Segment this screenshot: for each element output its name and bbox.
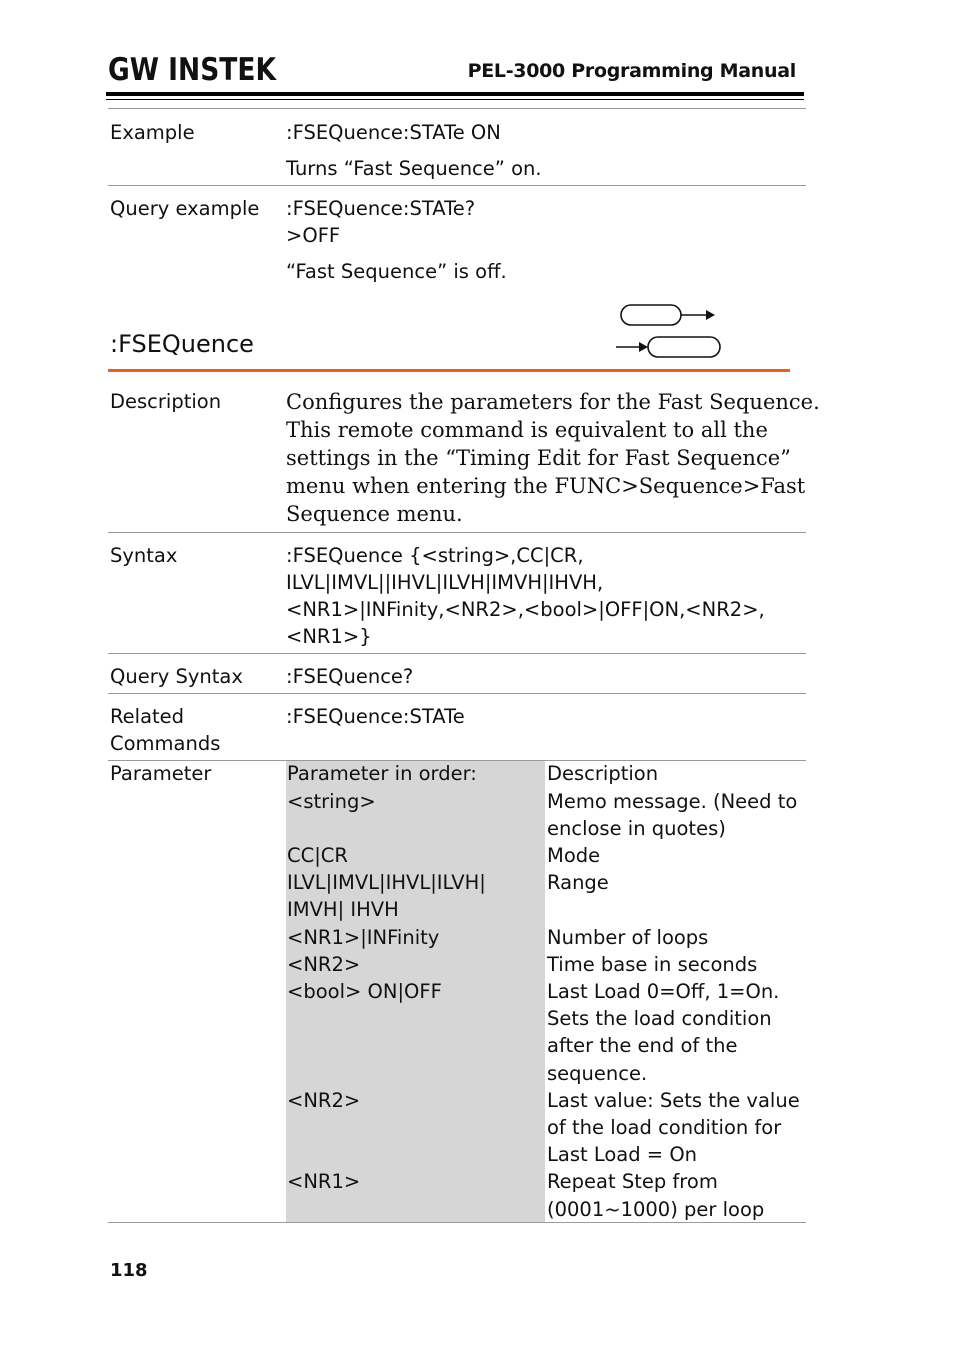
parameter-description: Repeat Step from: [547, 1170, 718, 1193]
parameter-description: sequence.: [547, 1062, 648, 1085]
parameter-item: IMVH| IHVH: [287, 898, 399, 921]
query-example-return: >OFF: [286, 224, 341, 247]
parameter-item: <NR1>|INFinity: [287, 926, 440, 949]
divider: [108, 1222, 806, 1223]
description-line: This remote command is equivalent to all the: [286, 418, 768, 442]
syntax-line: :FSEQuence {<string>,CC|CR,: [286, 544, 584, 567]
section-accent-rule: [108, 369, 790, 372]
related-label: Related: [110, 705, 185, 728]
example-label: Example: [110, 121, 195, 144]
parameter-item: <NR2>: [287, 953, 361, 976]
query-example-command: :FSEQuence:STATe?: [286, 197, 476, 220]
parameter-description: Last Load 0=Off, 1=On.: [547, 980, 780, 1003]
query-syntax: :FSEQuence?: [286, 665, 414, 688]
syntax-line: <NR1>|INFinity,<NR2>,<bool>|OFF|ON,<NR2>,: [286, 598, 765, 621]
parameter-description: Sets the load condition: [547, 1007, 772, 1030]
header-rule-thin: [106, 99, 804, 100]
parameter-item: CC|CR: [287, 844, 348, 867]
parameter-description: Last Load = On: [547, 1143, 698, 1166]
divider: [108, 653, 806, 654]
parameter-description: Mode: [547, 844, 601, 867]
header-rule: [106, 92, 804, 96]
parameter-item: <NR1>: [287, 1170, 361, 1193]
parameter-label: Parameter: [110, 762, 212, 785]
related-command: :FSEQuence:STATe: [286, 705, 465, 728]
parameter-item: ILVL|IMVL|IHVL|ILVH|: [287, 871, 486, 894]
parameter-description: after the end of the: [547, 1034, 738, 1057]
parameter-description: Memo message. (Need to: [547, 790, 798, 813]
syntax-line: ILVL|IMVL||IHVL|ILVH|IMVH|IHVH,: [286, 571, 604, 594]
example-command: :FSEQuence:STATe ON: [286, 121, 501, 144]
description-line: menu when entering the FUNC>Sequence>Fast: [286, 474, 806, 498]
manual-title: PEL-3000 Programming Manual: [467, 60, 796, 82]
divider: [108, 532, 806, 533]
parameter-description: Range: [547, 871, 609, 894]
description-header: Description: [547, 762, 659, 785]
svg-text:GW INSTEK: GW INSTEK: [108, 52, 277, 88]
description-line: Sequence menu.: [286, 502, 463, 526]
divider: [108, 108, 806, 109]
parameter-description: of the load condition for: [547, 1116, 782, 1139]
set-query-arrows-icon: [614, 302, 724, 362]
description-line: Configures the parameters for the Fast Sequence.: [286, 390, 820, 414]
gw-instek-logo: [108, 50, 278, 86]
parameter-description: Last value: Sets the value: [547, 1089, 800, 1112]
parameter-header: Parameter in order:: [287, 762, 477, 785]
page-number: 118: [110, 1260, 148, 1281]
related-label: Commands: [110, 732, 221, 755]
description-line: settings in the “Timing Edit for Fast Sequence”: [286, 446, 791, 470]
parameter-description: Time base in seconds: [547, 953, 758, 976]
syntax-label: Syntax: [110, 544, 178, 567]
query-example-description: “Fast Sequence” is off.: [286, 260, 507, 283]
parameter-item: <string>: [287, 790, 376, 813]
command-title: :FSEQuence: [110, 330, 254, 358]
parameter-item: <NR2>: [287, 1089, 361, 1112]
divider: [108, 693, 806, 694]
parameter-item: <bool> ON|OFF: [287, 980, 442, 1003]
parameter-description: enclose in quotes): [547, 817, 726, 840]
query-syntax-label: Query Syntax: [110, 665, 243, 688]
parameter-description: Number of loops: [547, 926, 709, 949]
divider: [108, 185, 806, 186]
example-description: Turns “Fast Sequence” on.: [286, 157, 542, 180]
description-label: Description: [110, 390, 222, 413]
parameter-description: (0001~1000) per loop: [547, 1198, 765, 1221]
query-example-label: Query example: [110, 197, 260, 220]
syntax-line: <NR1>}: [286, 625, 372, 648]
